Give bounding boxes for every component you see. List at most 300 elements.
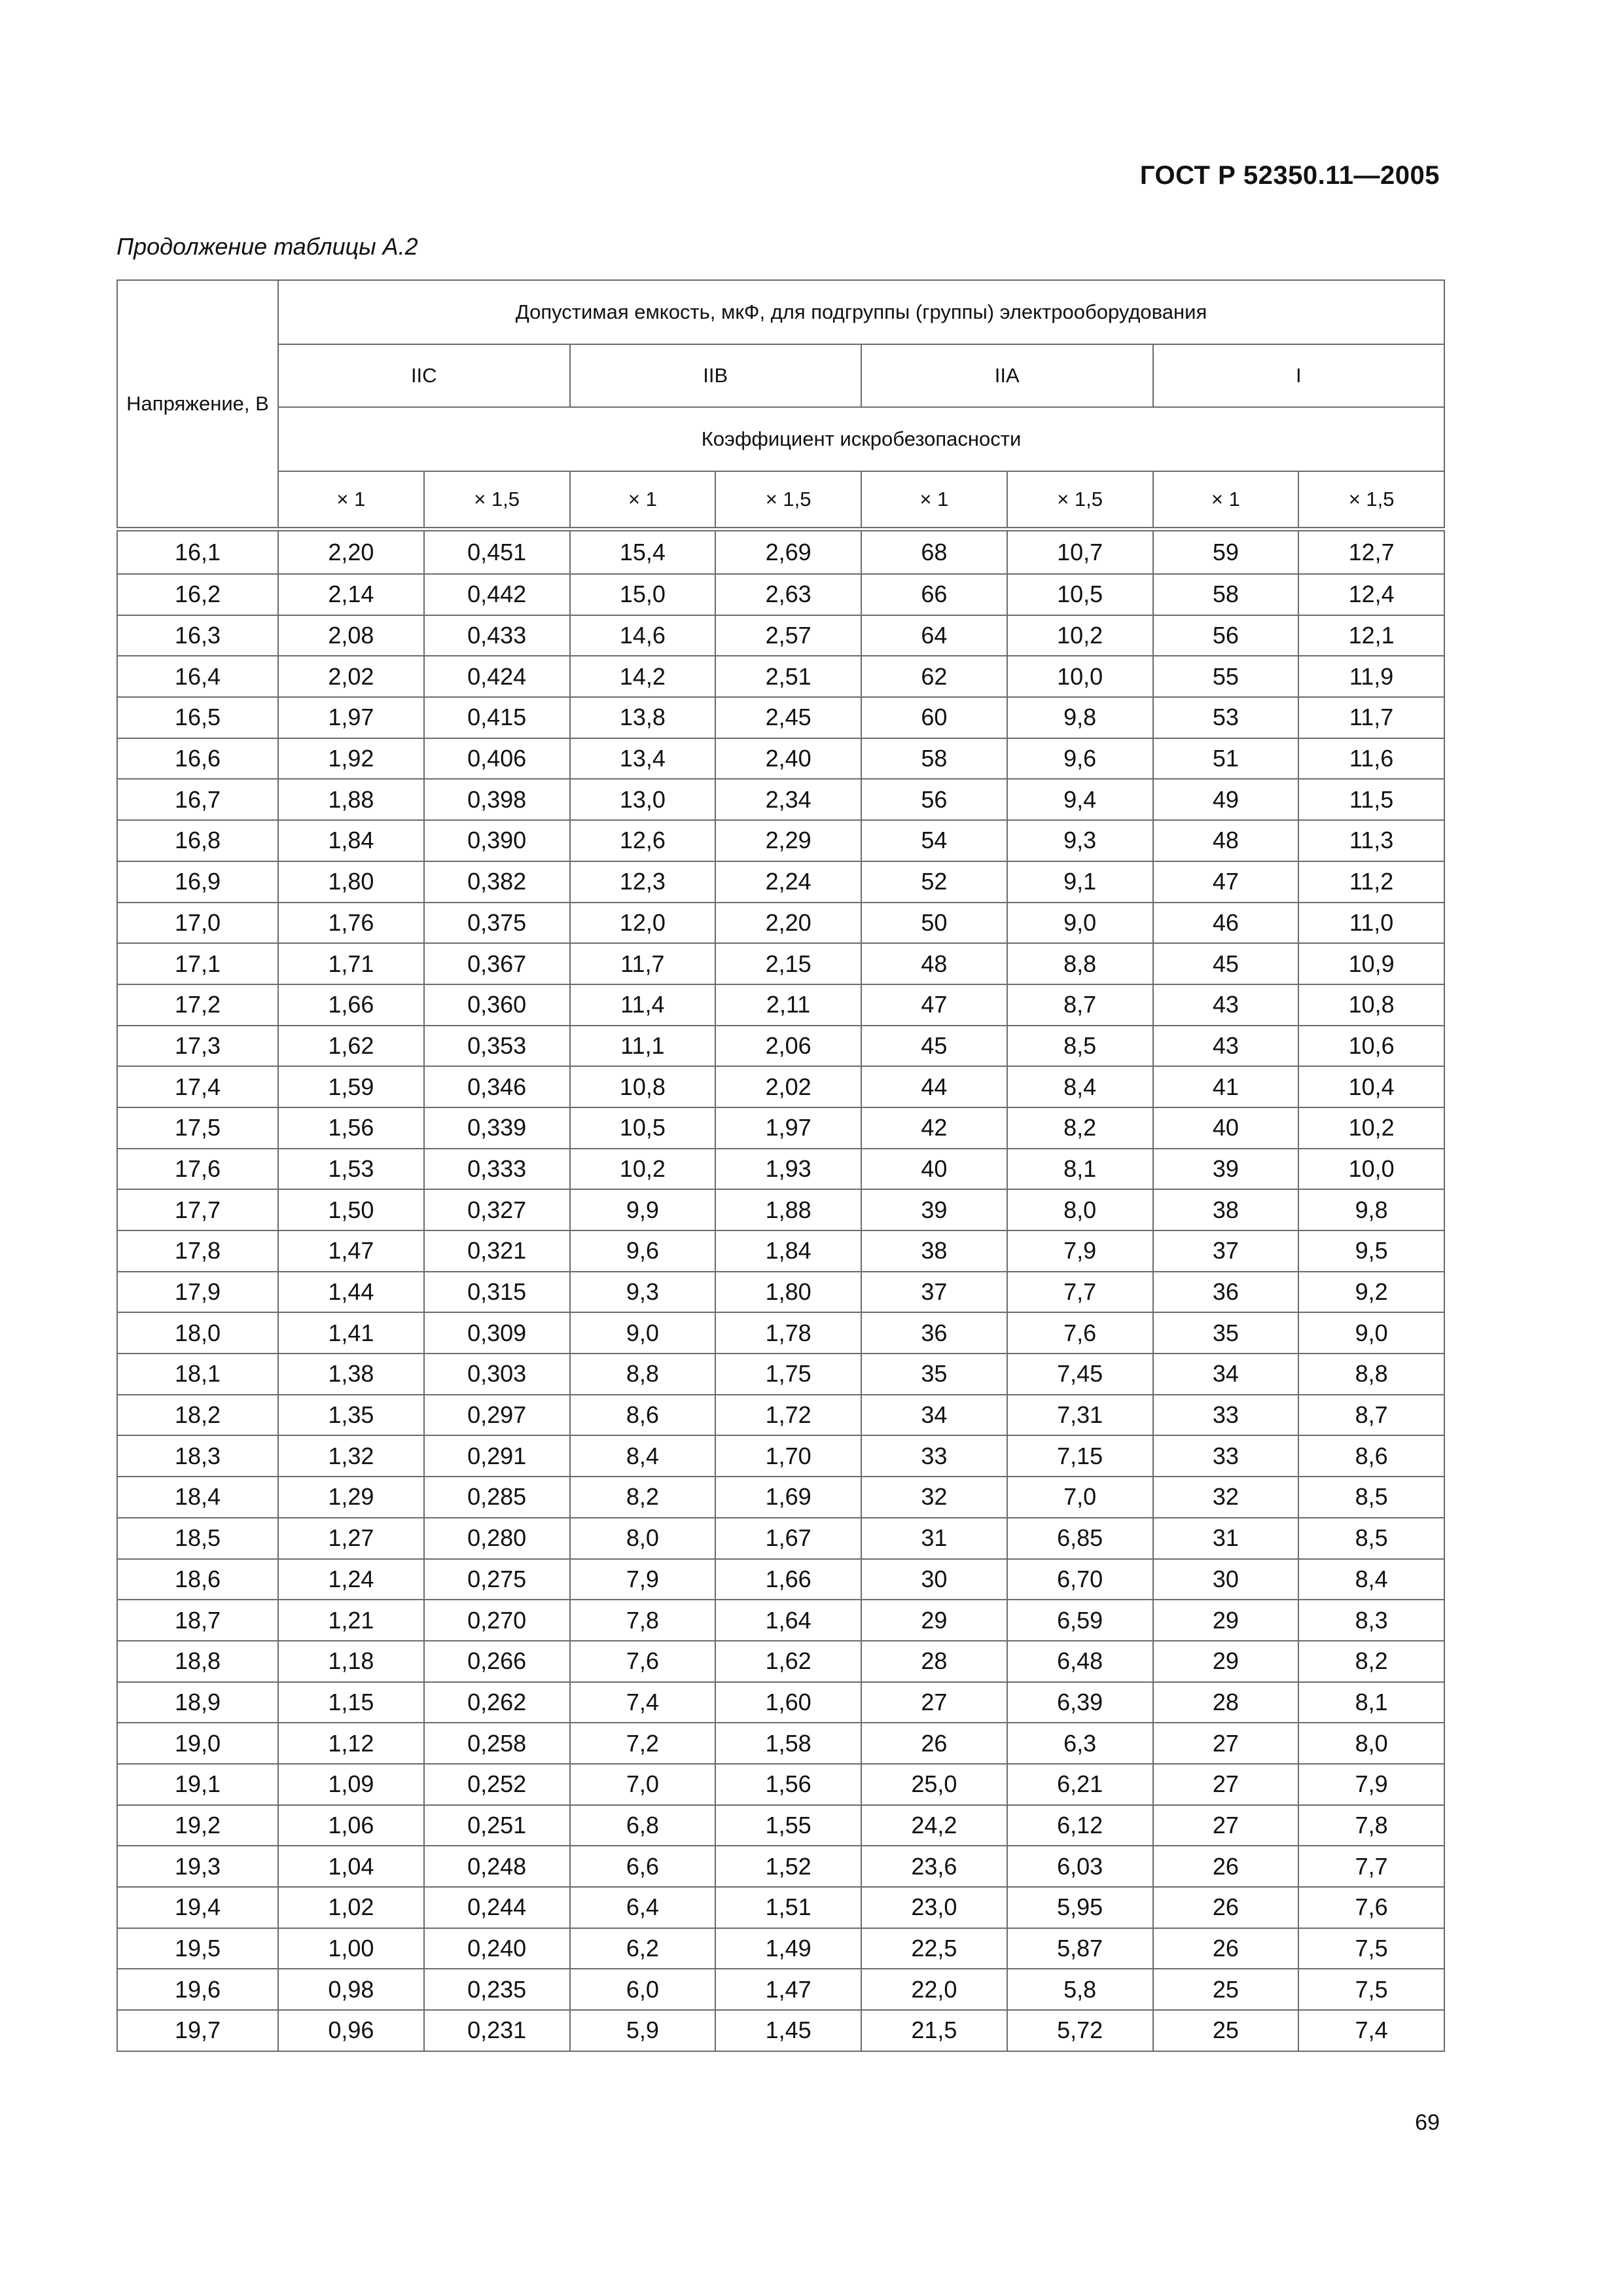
table-row (117, 1026, 1444, 1067)
capacitance-cell: 1,97 (278, 697, 424, 738)
capacitance-cell: 8,0 (1298, 1723, 1444, 1764)
capacitance-cell: 0,240 (424, 1928, 570, 1969)
capacitance-cell: 2,63 (715, 574, 861, 615)
capacitance-cell: 12,4 (1298, 574, 1444, 615)
table-caption: Продолжение таблицы А.2 (116, 233, 418, 260)
capacitance-cell: 12,1 (1298, 615, 1444, 656)
capacitance-cell: 2,40 (715, 738, 861, 780)
capacitance-cell: 7,7 (1298, 1846, 1444, 1887)
capacitance-cell: 25 (1153, 1969, 1299, 2010)
coefficient-header: Коэффициент искробезопасности (278, 407, 1444, 471)
capacitance-cell: 0,433 (424, 615, 570, 656)
voltage-cell: 16,8 (117, 820, 278, 861)
capacitance-cell: 8,3 (1298, 1600, 1444, 1641)
coefficient-cell: × 1,5 (1298, 471, 1444, 529)
capacitance-cell: 5,8 (1007, 1969, 1153, 2010)
capacitance-cell: 0,390 (424, 820, 570, 861)
capacitance-cell: 23,6 (861, 1846, 1007, 1887)
capacitance-cell: 11,1 (570, 1026, 716, 1067)
capacitance-cell: 9,5 (1298, 1230, 1444, 1272)
capacitance-cell: 1,29 (278, 1477, 424, 1518)
capacitance-cell: 6,2 (570, 1928, 716, 1969)
capacitance-cell: 59 (1153, 529, 1299, 575)
capacitance-cell: 54 (861, 820, 1007, 861)
capacitance-cell: 8,1 (1007, 1149, 1153, 1190)
table-row (117, 1723, 1444, 1764)
capacitance-cell: 34 (861, 1395, 1007, 1436)
capacitance-cell: 0,235 (424, 1969, 570, 2010)
capacitance-cell: 9,6 (570, 1230, 716, 1272)
capacitance-cell: 1,06 (278, 1805, 424, 1846)
capacitance-cell: 6,21 (1007, 1764, 1153, 1805)
table-row (117, 1846, 1444, 1887)
table-row (117, 1600, 1444, 1641)
capacitance-cell: 0,346 (424, 1066, 570, 1107)
capacitance-cell: 7,9 (1298, 1764, 1444, 1805)
capacitance-cell: 47 (861, 984, 1007, 1026)
capacitance-cell: 7,4 (1298, 2010, 1444, 2051)
capacitance-cell: 34 (1153, 1354, 1299, 1395)
capacitance-cell: 39 (1153, 1149, 1299, 1190)
capacitance-cell: 1,04 (278, 1846, 424, 1887)
capacitance-cell: 10,8 (570, 1066, 716, 1107)
capacitance-cell: 7,6 (1007, 1312, 1153, 1354)
capacitance-cell: 2,20 (715, 903, 861, 944)
capacitance-cell: 9,3 (1007, 820, 1153, 861)
capacitance-cell: 1,47 (715, 1969, 861, 2010)
capacitance-cell: 0,270 (424, 1600, 570, 1641)
voltage-cell: 19,0 (117, 1723, 278, 1764)
capacitance-cell: 0,96 (278, 2010, 424, 2051)
capacitance-cell: 6,85 (1007, 1518, 1153, 1559)
capacitance-cell: 2,02 (278, 656, 424, 697)
capacitance-cell: 1,47 (278, 1230, 424, 1272)
table-row (117, 903, 1444, 944)
capacitance-cell: 10,5 (570, 1107, 716, 1149)
capacitance-cell: 11,0 (1298, 903, 1444, 944)
voltage-cell: 18,2 (117, 1395, 278, 1436)
capacitance-cell: 15,4 (570, 529, 716, 575)
capacitance-cell: 1,56 (278, 1107, 424, 1149)
capacitance-cell: 9,8 (1298, 1189, 1444, 1230)
capacitance-cell: 7,45 (1007, 1354, 1153, 1395)
capacitance-cell: 0,262 (424, 1682, 570, 1723)
capacitance-cell: 51 (1153, 738, 1299, 780)
capacitance-cell: 30 (1153, 1559, 1299, 1600)
capacitance-cell: 1,92 (278, 738, 424, 780)
capacitance-cell: 27 (1153, 1764, 1299, 1805)
capacitance-cell: 43 (1153, 984, 1299, 1026)
capacitance-cell: 68 (861, 529, 1007, 575)
capacitance-cell: 40 (1153, 1107, 1299, 1149)
capacitance-cell: 5,87 (1007, 1928, 1153, 1969)
capacitance-cell: 8,8 (570, 1354, 716, 1395)
capacitance-cell: 1,45 (715, 2010, 861, 2051)
capacitance-cell: 8,0 (1007, 1189, 1153, 1230)
standard-header: ГОСТ Р 52350.11—2005 (1139, 161, 1440, 190)
capacitance-cell: 0,280 (424, 1518, 570, 1559)
capacitance-cell: 8,2 (1298, 1641, 1444, 1682)
capacitance-cell: 10,0 (1007, 656, 1153, 697)
table-row (117, 529, 1444, 575)
capacitance-cell: 28 (861, 1641, 1007, 1682)
capacitance-cell: 1,84 (278, 820, 424, 861)
capacitance-cell: 7,6 (570, 1641, 716, 1682)
voltage-cell: 18,9 (117, 1682, 278, 1723)
capacitance-cell: 37 (1153, 1230, 1299, 1272)
table-row (117, 574, 1444, 615)
voltage-cell: 19,7 (117, 2010, 278, 2051)
capacitance-cell: 11,4 (570, 984, 716, 1026)
capacitance-cell: 2,69 (715, 529, 861, 575)
table-row (117, 2010, 1444, 2051)
capacitance-cell: 11,3 (1298, 820, 1444, 861)
capacitance-cell: 1,88 (715, 1189, 861, 1230)
capacitance-cell: 1,32 (278, 1435, 424, 1477)
capacitance-cell: 26 (1153, 1846, 1299, 1887)
capacitance-cell: 9,6 (1007, 738, 1153, 780)
table-row (117, 615, 1444, 656)
voltage-cell: 17,0 (117, 903, 278, 944)
capacitance-cell: 6,48 (1007, 1641, 1153, 1682)
capacitance-cell: 45 (1153, 943, 1299, 984)
capacitance-cell: 0,231 (424, 2010, 570, 2051)
capacitance-cell: 2,24 (715, 861, 861, 903)
voltage-cell: 16,3 (117, 615, 278, 656)
capacitance-cell: 0,375 (424, 903, 570, 944)
table-row (117, 1066, 1444, 1107)
capacitance-cell: 24,2 (861, 1805, 1007, 1846)
capacitance-cell: 12,0 (570, 903, 716, 944)
capacitance-cell: 1,24 (278, 1559, 424, 1600)
voltage-cell: 19,2 (117, 1805, 278, 1846)
capacitance-cell: 1,80 (278, 861, 424, 903)
table-row (117, 820, 1444, 861)
voltage-cell: 17,5 (117, 1107, 278, 1149)
capacitance-cell: 7,8 (570, 1600, 716, 1641)
voltage-cell: 16,5 (117, 697, 278, 738)
capacitance-cell: 39 (861, 1189, 1007, 1230)
capacitance-cell: 0,266 (424, 1641, 570, 1682)
capacitance-cell: 0,252 (424, 1764, 570, 1805)
capacitance-cell: 6,0 (570, 1969, 716, 2010)
voltage-cell: 18,1 (117, 1354, 278, 1395)
capacitance-cell: 35 (861, 1354, 1007, 1395)
capacitance-cell: 12,3 (570, 861, 716, 903)
table-row (117, 1189, 1444, 1230)
capacitance-cell: 9,0 (1298, 1312, 1444, 1354)
capacitance-cell: 7,2 (570, 1723, 716, 1764)
capacitance-cell: 32 (1153, 1477, 1299, 1518)
capacitance-cell: 1,02 (278, 1887, 424, 1928)
capacitance-cell: 28 (1153, 1682, 1299, 1723)
coefficient-cell: × 1,5 (1007, 471, 1153, 529)
voltage-cell: 18,0 (117, 1312, 278, 1354)
capacitance-cell: 8,6 (1298, 1435, 1444, 1477)
voltage-cell: 18,6 (117, 1559, 278, 1600)
capacitance-cell: 1,69 (715, 1477, 861, 1518)
capacitance-cell: 12,7 (1298, 529, 1444, 575)
table-row (117, 861, 1444, 903)
capacitance-cell: 44 (861, 1066, 1007, 1107)
capacitance-cell: 2,14 (278, 574, 424, 615)
capacitance-cell: 0,248 (424, 1846, 570, 1887)
capacitance-cell: 9,9 (570, 1189, 716, 1230)
capacitance-cell: 1,70 (715, 1435, 861, 1477)
capacitance-cell: 10,6 (1298, 1026, 1444, 1067)
table-row (117, 1107, 1444, 1149)
capacitance-cell: 8,8 (1007, 943, 1153, 984)
capacitance-cell: 10,7 (1007, 529, 1153, 575)
voltage-cell: 17,7 (117, 1189, 278, 1230)
capacitance-cell: 47 (1153, 861, 1299, 903)
capacitance-cell: 11,2 (1298, 861, 1444, 903)
capacitance-cell: 26 (861, 1723, 1007, 1764)
capacitance-cell: 45 (861, 1026, 1007, 1067)
group-header: IIB (570, 344, 862, 407)
capacitance-cell: 2,20 (278, 529, 424, 575)
coefficient-cell: × 1,5 (715, 471, 861, 529)
capacitance-cell: 27 (1153, 1805, 1299, 1846)
voltage-cell: 17,8 (117, 1230, 278, 1272)
capacitance-cell: 13,8 (570, 697, 716, 738)
capacitance-cell: 1,80 (715, 1272, 861, 1313)
capacitance-cell: 56 (1153, 615, 1299, 656)
capacitance-cell: 11,7 (570, 943, 716, 984)
capacitance-cell: 37 (861, 1272, 1007, 1313)
capacitance-cell: 7,5 (1298, 1928, 1444, 1969)
capacitance-cell: 7,9 (570, 1559, 716, 1600)
voltage-cell: 19,4 (117, 1887, 278, 1928)
capacitance-cell: 6,12 (1007, 1805, 1153, 1846)
capacitance-cell: 58 (861, 738, 1007, 780)
voltage-cell: 17,6 (117, 1149, 278, 1190)
capacitance-cell: 7,0 (570, 1764, 716, 1805)
capacitance-cell: 0,339 (424, 1107, 570, 1149)
capacitance-cell: 10,4 (1298, 1066, 1444, 1107)
capacitance-cell: 1,51 (715, 1887, 861, 1928)
capacitance-cell: 0,367 (424, 943, 570, 984)
capacitance-cell: 1,88 (278, 779, 424, 820)
capacitance-cell: 0,291 (424, 1435, 570, 1477)
capacitance-cell: 1,67 (715, 1518, 861, 1559)
capacitance-cell: 50 (861, 903, 1007, 944)
capacitance-cell: 8,5 (1298, 1477, 1444, 1518)
capacitance-cell: 0,285 (424, 1477, 570, 1518)
capacitance-cell: 55 (1153, 656, 1299, 697)
capacitance-cell: 0,303 (424, 1354, 570, 1395)
capacitance-cell: 2,45 (715, 697, 861, 738)
capacitance-cell: 8,4 (570, 1435, 716, 1477)
capacitance-cell: 1,62 (715, 1641, 861, 1682)
capacitance-cell: 6,6 (570, 1846, 716, 1887)
capacitance-cell: 1,62 (278, 1026, 424, 1067)
capacitance-header: Допустимая емкость, мкФ, для подгруппы (группы) электрооборудования (278, 280, 1444, 344)
group-header: IIC (278, 344, 570, 407)
capacitance-cell: 27 (861, 1682, 1007, 1723)
capacitance-cell: 1,00 (278, 1928, 424, 1969)
coefficient-cell: × 1 (278, 471, 424, 529)
capacitance-cell: 1,50 (278, 1189, 424, 1230)
capacitance-cell: 0,442 (424, 574, 570, 615)
capacitance-cell: 0,360 (424, 984, 570, 1026)
voltage-cell: 17,1 (117, 943, 278, 984)
capacitance-cell: 11,7 (1298, 697, 1444, 738)
capacitance-cell: 8,2 (1007, 1107, 1153, 1149)
capacitance-cell: 9,0 (1007, 903, 1153, 944)
capacitance-cell: 8,6 (570, 1395, 716, 1436)
capacitance-cell: 2,11 (715, 984, 861, 1026)
capacitance-cell: 2,06 (715, 1026, 861, 1067)
capacitance-cell: 1,18 (278, 1641, 424, 1682)
capacitance-cell: 9,8 (1007, 697, 1153, 738)
capacitance-cell: 8,7 (1007, 984, 1153, 1026)
voltage-cell: 16,9 (117, 861, 278, 903)
capacitance-cell: 33 (861, 1435, 1007, 1477)
capacitance-cell: 14,6 (570, 615, 716, 656)
capacitance-cell: 38 (1153, 1189, 1299, 1230)
capacitance-cell: 10,2 (570, 1149, 716, 1190)
capacitance-cell: 31 (861, 1518, 1007, 1559)
capacitance-cell: 2,57 (715, 615, 861, 656)
coefficient-cell: × 1 (861, 471, 1007, 529)
group-header: IIA (861, 344, 1153, 407)
capacitance-cell: 7,31 (1007, 1395, 1153, 1436)
capacitance-cell: 1,35 (278, 1395, 424, 1436)
capacitance-cell: 36 (1153, 1272, 1299, 1313)
voltage-cell: 18,4 (117, 1477, 278, 1518)
capacitance-cell: 29 (1153, 1600, 1299, 1641)
table-row (117, 1764, 1444, 1805)
capacitance-cell: 11,9 (1298, 656, 1444, 697)
capacitance-cell: 10,8 (1298, 984, 1444, 1026)
capacitance-cell: 31 (1153, 1518, 1299, 1559)
capacitance-cell: 1,21 (278, 1600, 424, 1641)
capacitance-cell: 8,2 (570, 1477, 716, 1518)
capacitance-cell: 14,2 (570, 656, 716, 697)
capacitance-cell: 40 (861, 1149, 1007, 1190)
capacitance-cell: 1,71 (278, 943, 424, 984)
capacitance-cell: 22,0 (861, 1969, 1007, 2010)
table-row (117, 1518, 1444, 1559)
table-row (117, 656, 1444, 697)
table-row (117, 1272, 1444, 1313)
capacitance-cell: 46 (1153, 903, 1299, 944)
capacitance-cell: 7,0 (1007, 1477, 1153, 1518)
capacitance-cell: 48 (1153, 820, 1299, 861)
capacitance-cell: 48 (861, 943, 1007, 984)
capacitance-cell: 60 (861, 697, 1007, 738)
capacitance-cell: 5,95 (1007, 1887, 1153, 1928)
capacitance-cell: 0,309 (424, 1312, 570, 1354)
capacitance-cell: 1,59 (278, 1066, 424, 1107)
capacitance-cell: 29 (1153, 1641, 1299, 1682)
capacitance-cell: 5,9 (570, 2010, 716, 2051)
voltage-cell: 18,8 (117, 1641, 278, 1682)
table-row (117, 1395, 1444, 1436)
capacitance-cell: 53 (1153, 697, 1299, 738)
table-row (117, 1805, 1444, 1846)
voltage-cell: 19,6 (117, 1969, 278, 2010)
coefficient-cell: × 1,5 (424, 471, 570, 529)
capacitance-cell: 1,44 (278, 1272, 424, 1313)
capacitance-cell: 1,97 (715, 1107, 861, 1149)
table-row (117, 1559, 1444, 1600)
capacitance-cell: 1,66 (715, 1559, 861, 1600)
capacitance-cell: 26 (1153, 1887, 1299, 1928)
voltage-cell: 19,5 (117, 1928, 278, 1969)
voltage-cell: 18,5 (117, 1518, 278, 1559)
capacitance-cell: 2,34 (715, 779, 861, 820)
capacitance-cell: 32 (861, 1477, 1007, 1518)
capacitance-cell: 0,251 (424, 1805, 570, 1846)
capacitance-cell: 6,03 (1007, 1846, 1153, 1887)
capacitance-cell: 6,70 (1007, 1559, 1153, 1600)
table-row (117, 1149, 1444, 1190)
capacitance-cell: 2,29 (715, 820, 861, 861)
table-row (117, 1969, 1444, 2010)
capacitance-cell: 1,55 (715, 1805, 861, 1846)
capacitance-cell: 8,1 (1298, 1682, 1444, 1723)
voltage-cell: 17,9 (117, 1272, 278, 1313)
capacitance-cell: 13,4 (570, 738, 716, 780)
table-row (117, 779, 1444, 820)
capacitance-cell: 10,2 (1007, 615, 1153, 656)
capacitance-cell: 0,382 (424, 861, 570, 903)
capacitance-cell: 0,451 (424, 529, 570, 575)
table-row (117, 1641, 1444, 1682)
capacitance-cell: 0,98 (278, 1969, 424, 2010)
capacitance-cell: 6,39 (1007, 1682, 1153, 1723)
capacitance-cell: 42 (861, 1107, 1007, 1149)
voltage-cell: 16,6 (117, 738, 278, 780)
capacitance-cell: 2,02 (715, 1066, 861, 1107)
capacitance-cell: 29 (861, 1600, 1007, 1641)
capacitance-cell: 33 (1153, 1435, 1299, 1477)
table-row (117, 984, 1444, 1026)
voltage-cell: 16,1 (117, 529, 278, 575)
capacitance-cell: 35 (1153, 1312, 1299, 1354)
table-row (117, 1230, 1444, 1272)
capacitance-cell: 8,4 (1298, 1559, 1444, 1600)
capacitance-cell: 62 (861, 656, 1007, 697)
capacitance-cell: 52 (861, 861, 1007, 903)
capacitance-cell: 1,93 (715, 1149, 861, 1190)
table-row (117, 738, 1444, 780)
capacitance-cell: 1,75 (715, 1354, 861, 1395)
capacitance-cell: 38 (861, 1230, 1007, 1272)
voltage-cell: 16,4 (117, 656, 278, 697)
group-header: I (1153, 344, 1445, 407)
capacitance-cell: 7,5 (1298, 1969, 1444, 2010)
capacitance-cell: 66 (861, 574, 1007, 615)
capacitance-cell: 1,41 (278, 1312, 424, 1354)
capacitance-cell: 56 (861, 779, 1007, 820)
capacitance-cell: 12,6 (570, 820, 716, 861)
capacitance-cell: 26 (1153, 1928, 1299, 1969)
capacitance-cell: 1,58 (715, 1723, 861, 1764)
capacitance-cell: 0,244 (424, 1887, 570, 1928)
capacitance-cell: 15,0 (570, 574, 716, 615)
capacitance-cell: 1,15 (278, 1682, 424, 1723)
voltage-cell: 16,7 (117, 779, 278, 820)
capacitance-cell: 1,56 (715, 1764, 861, 1805)
capacitance-cell: 0,327 (424, 1189, 570, 1230)
capacitance-cell: 0,333 (424, 1149, 570, 1190)
capacitance-cell: 2,51 (715, 656, 861, 697)
capacitance-cell: 0,424 (424, 656, 570, 697)
table-row (117, 1312, 1444, 1354)
